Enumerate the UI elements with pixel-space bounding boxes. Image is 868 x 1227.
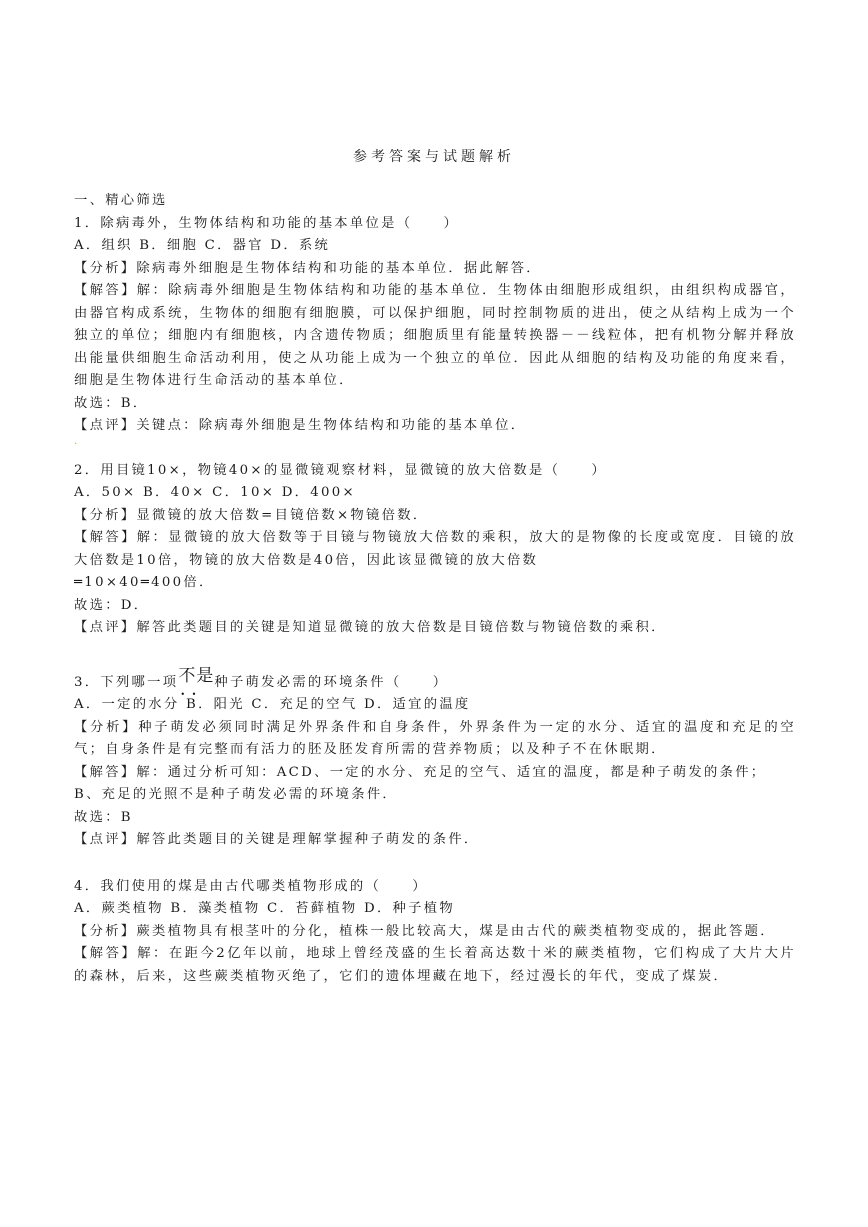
- answer-text: 【解答】解：显微镜的放大倍数等于目镜与物镜放大倍数的乘积，放大的是物像的长度或宽度．目镜的放大倍数是10倍，物镜的放大倍数是40倍，因此该显微镜的放大倍数: [74, 530, 796, 568]
- question-options: A．一定的水分 B．阳光 C．充足的空气 D．适宜的温度: [74, 697, 471, 712]
- analysis-text: 【分析】蕨类植物具有根茎叶的分化，植株一般比较高大，煤是由古代的蕨类植物变成的，据此答题．: [74, 923, 776, 939]
- answer-continuation: ═10×40═400倍．: [74, 575, 215, 590]
- question-text: [74, 665, 796, 695]
- choice-text: 故选：D．: [74, 597, 150, 613]
- question-2: [74, 460, 796, 640]
- stray-mark: ·: [74, 438, 80, 450]
- comment-text: 【点评】解答此类题目的关键是理解掌握种子萌发的条件．: [74, 832, 480, 847]
- question-1: [74, 213, 796, 438]
- emphasized-word: 不是 • •: [178, 665, 214, 688]
- question-4: [74, 876, 796, 989]
- question-text: 4．我们使用的煤是由古代哪类植物形成的（ ）: [74, 878, 428, 894]
- question-text: 2．用目镜10×，物镜40×的显微镜观察材料，显微镜的放大倍数是（ ）: [74, 462, 607, 478]
- answer-text: 【解答】解：除病毒外细胞是生物体结构和功能的基本单位．生物体由细胞形成组织，由组织构成器官，由器官构成系统，生物体的细胞有细胞膜，可以保护细胞，同时控制物质的进出，使之从结构上成为一个独立的单位；细胞内有细胞核，内含遗传物质；细胞质里有能量转换器－－线粒体，把有机物分解并释放出能量供细胞生命活动利用，使之从功能上成为一个独立的单位．因此从细胞的结构及功能的角度来看，细胞是生物体进行生命活动的基本单位．: [74, 283, 796, 388]
- answer-text: 【解答】解：在距今2亿年以前，地球上曾经茂盛的生长着高达数十米的蕨类植物，它们构成了大片大片的森林，后来，这些蕨类植物灭绝了，它们的遗体埋藏在地下，经过漫长的年代，变成了煤炭．: [74, 946, 796, 984]
- analysis-text: 【分析】除病毒外细胞是生物体结构和功能的基本单位．据此解答．: [74, 260, 542, 276]
- question-options: A．组织 B．细胞 C．器官 D．系统: [74, 238, 331, 253]
- question-suffix: 种子萌发必需的环境条件（ ）: [214, 674, 449, 690]
- answer-text: 【解答】解：通过分析可知：ACD、一定的水分、充足的空气、适宜的温度，都是种子萌发的条件；: [74, 764, 767, 780]
- choice-text: 故选：B．: [74, 395, 149, 411]
- answer-text-2: B、充足的光照不是种子萌发必需的环境条件．: [74, 787, 399, 802]
- question-options: A．蕨类植物 B．藻类植物 C．苔藓植物 D．种子植物: [74, 901, 455, 916]
- page-title: 参考答案与试题解析: [353, 149, 515, 165]
- question-3: [74, 665, 796, 852]
- question-prefix: 3．下列哪一项: [74, 674, 179, 690]
- analysis-text: 【分析】显微镜的放大倍数=目镜倍数×物镜倍数．: [74, 507, 429, 523]
- document-body: [74, 190, 796, 988]
- section-heading: 一、精心筛选: [74, 193, 168, 208]
- comment-text: 【点评】关键点：除病毒外细胞是生物体结构和功能的基本单位．: [74, 418, 527, 433]
- question-options: A．50× B．40× C．10× D．400×: [74, 485, 356, 500]
- choice-text: 故选：B: [74, 809, 133, 825]
- analysis-text: 【分析】种子萌发必须同时满足外界条件和自身条件，外界条件为一定的水分、适宜的温度和充足的空气；自身条件是有完整而有活力的胚及胚发育所需的营养物质；以及种子不在休眠期．: [74, 719, 796, 757]
- question-text: 1．除病毒外，生物体结构和功能的基本单位是（ ）: [74, 215, 460, 231]
- comment-text: 【点评】解答此类题目的关键是知道显微镜的放大倍数是目镜倍数与物镜倍数的乘积．: [74, 620, 667, 635]
